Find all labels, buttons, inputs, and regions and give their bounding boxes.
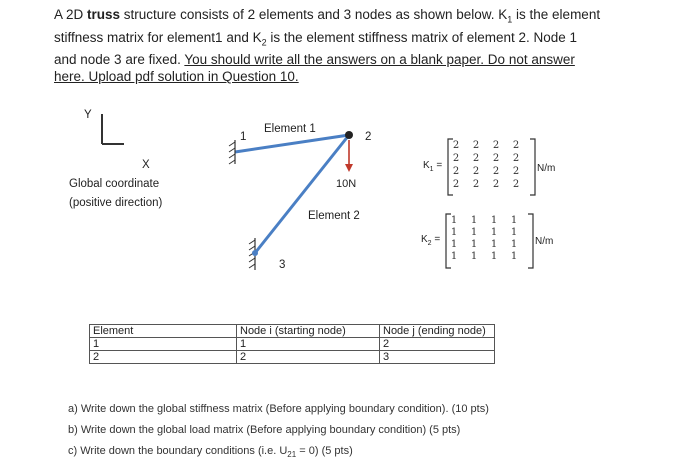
k2-cell: 1 (470, 251, 478, 262)
header-node-i: Node i (starting node) (237, 325, 380, 338)
k1-cell: 2 (512, 140, 520, 151)
cell-element: 1 (90, 338, 237, 351)
k1-cell: 2 (492, 166, 500, 177)
k1-cell: 2 (452, 179, 460, 190)
element-1-label: Element 1 (264, 123, 316, 135)
header-element: Element (90, 325, 237, 338)
load-label: 10N (336, 178, 357, 190)
k1-unit: N/m (537, 163, 556, 174)
k1-cell: 2 (452, 153, 460, 164)
k1-cell: 2 (492, 179, 500, 190)
k2-cell: 1 (490, 251, 498, 262)
intro-line-4: here. Upload pdf solution in Question 10. (54, 69, 299, 85)
k1-cell: 2 (452, 140, 460, 151)
k1-cell: 2 (472, 179, 480, 190)
global-axes-icon (80, 108, 170, 168)
k2-cell: 1 (470, 215, 478, 226)
table-row (90, 351, 495, 364)
node-2-label: 2 (365, 131, 372, 143)
k1-cell: 2 (472, 166, 480, 177)
intro-line-2: stiffness matrix for element1 and $K_2$ is the element stiffness matrix of element 2. Node 1 (54, 29, 578, 48)
intro-line-1: A 2D truss structure consists of 2 elements and 3 nodes as shown below. $K_1$ is the element (54, 7, 601, 25)
k2-cell: 1 (450, 227, 458, 238)
k1-cell: 2 (472, 140, 480, 151)
k2-cell: 1 (470, 227, 478, 238)
question-b: b) Write down the global load matrix (Before applying boundary condition) (5 pts) (68, 424, 461, 436)
k1-cell: 2 (512, 153, 520, 164)
node-3-label: 3 (279, 259, 286, 271)
k2-cell: 1 (450, 215, 458, 226)
cell-node-i: 1 (237, 338, 380, 351)
k2-cell: 1 (450, 251, 458, 262)
k2-label: $K_2$ = (421, 234, 441, 247)
truss-diagram (215, 130, 375, 280)
k1-cell: 2 (512, 179, 520, 190)
element-2-label: Element 2 (308, 210, 360, 222)
x-axis-label: X (142, 159, 150, 171)
cell-node-i: 2 (237, 351, 380, 364)
k1-cell: 2 (512, 166, 520, 177)
cell-node-j: 3 (380, 351, 495, 364)
k1-cell: 2 (492, 140, 500, 151)
k1-cell: 2 (472, 153, 480, 164)
table-row (90, 338, 495, 351)
k2-cell: 1 (510, 215, 518, 226)
k2-cell: 1 (510, 227, 518, 238)
axes-caption-2: (positive direction) (69, 197, 163, 209)
question-a: a) Write down the global stiffness matrix (Before applying boundary condition). (10 pts) (68, 403, 489, 415)
k2-unit: N/m (535, 236, 554, 247)
element-connectivity-table (89, 324, 495, 364)
intro-line-3: and node 3 are fixed. You should write all the answers on a blank paper. Do not answer (54, 52, 575, 68)
k2-cell: 1 (490, 239, 498, 250)
k2-cell: 1 (510, 251, 518, 262)
header-node-j: Node j (ending node) (380, 325, 495, 338)
cell-node-j: 2 (380, 338, 495, 351)
k2-cell: 1 (490, 227, 498, 238)
k1-cell: 2 (452, 166, 460, 177)
table-header-row (90, 325, 495, 338)
k2-cell: 1 (470, 239, 478, 250)
k2-cell: 1 (490, 215, 498, 226)
k2-cell: 1 (510, 239, 518, 250)
k2-cell: 1 (450, 239, 458, 250)
intro-paragraph (54, 6, 664, 85)
question-c: c) Write down the boundary conditions (i.e. $U_{21} = 0$) (5 pts) (68, 445, 353, 460)
node-2-dot (345, 131, 353, 139)
element-1-line (235, 135, 349, 152)
y-axis-label: Y (84, 109, 92, 121)
cell-element: 2 (90, 351, 237, 364)
fixed-support-node-1-icon (229, 140, 235, 164)
k1-cell: 2 (492, 153, 500, 164)
load-arrow-icon (345, 140, 353, 172)
element-2-line (255, 135, 349, 253)
axes-caption-1: Global coordinate (69, 178, 160, 190)
node-3-dot (252, 250, 258, 256)
k1-matrix (450, 140, 530, 198)
node-1-label: 1 (240, 131, 247, 143)
k1-label: $K_1$ = (423, 160, 443, 173)
k2-matrix (448, 215, 528, 271)
